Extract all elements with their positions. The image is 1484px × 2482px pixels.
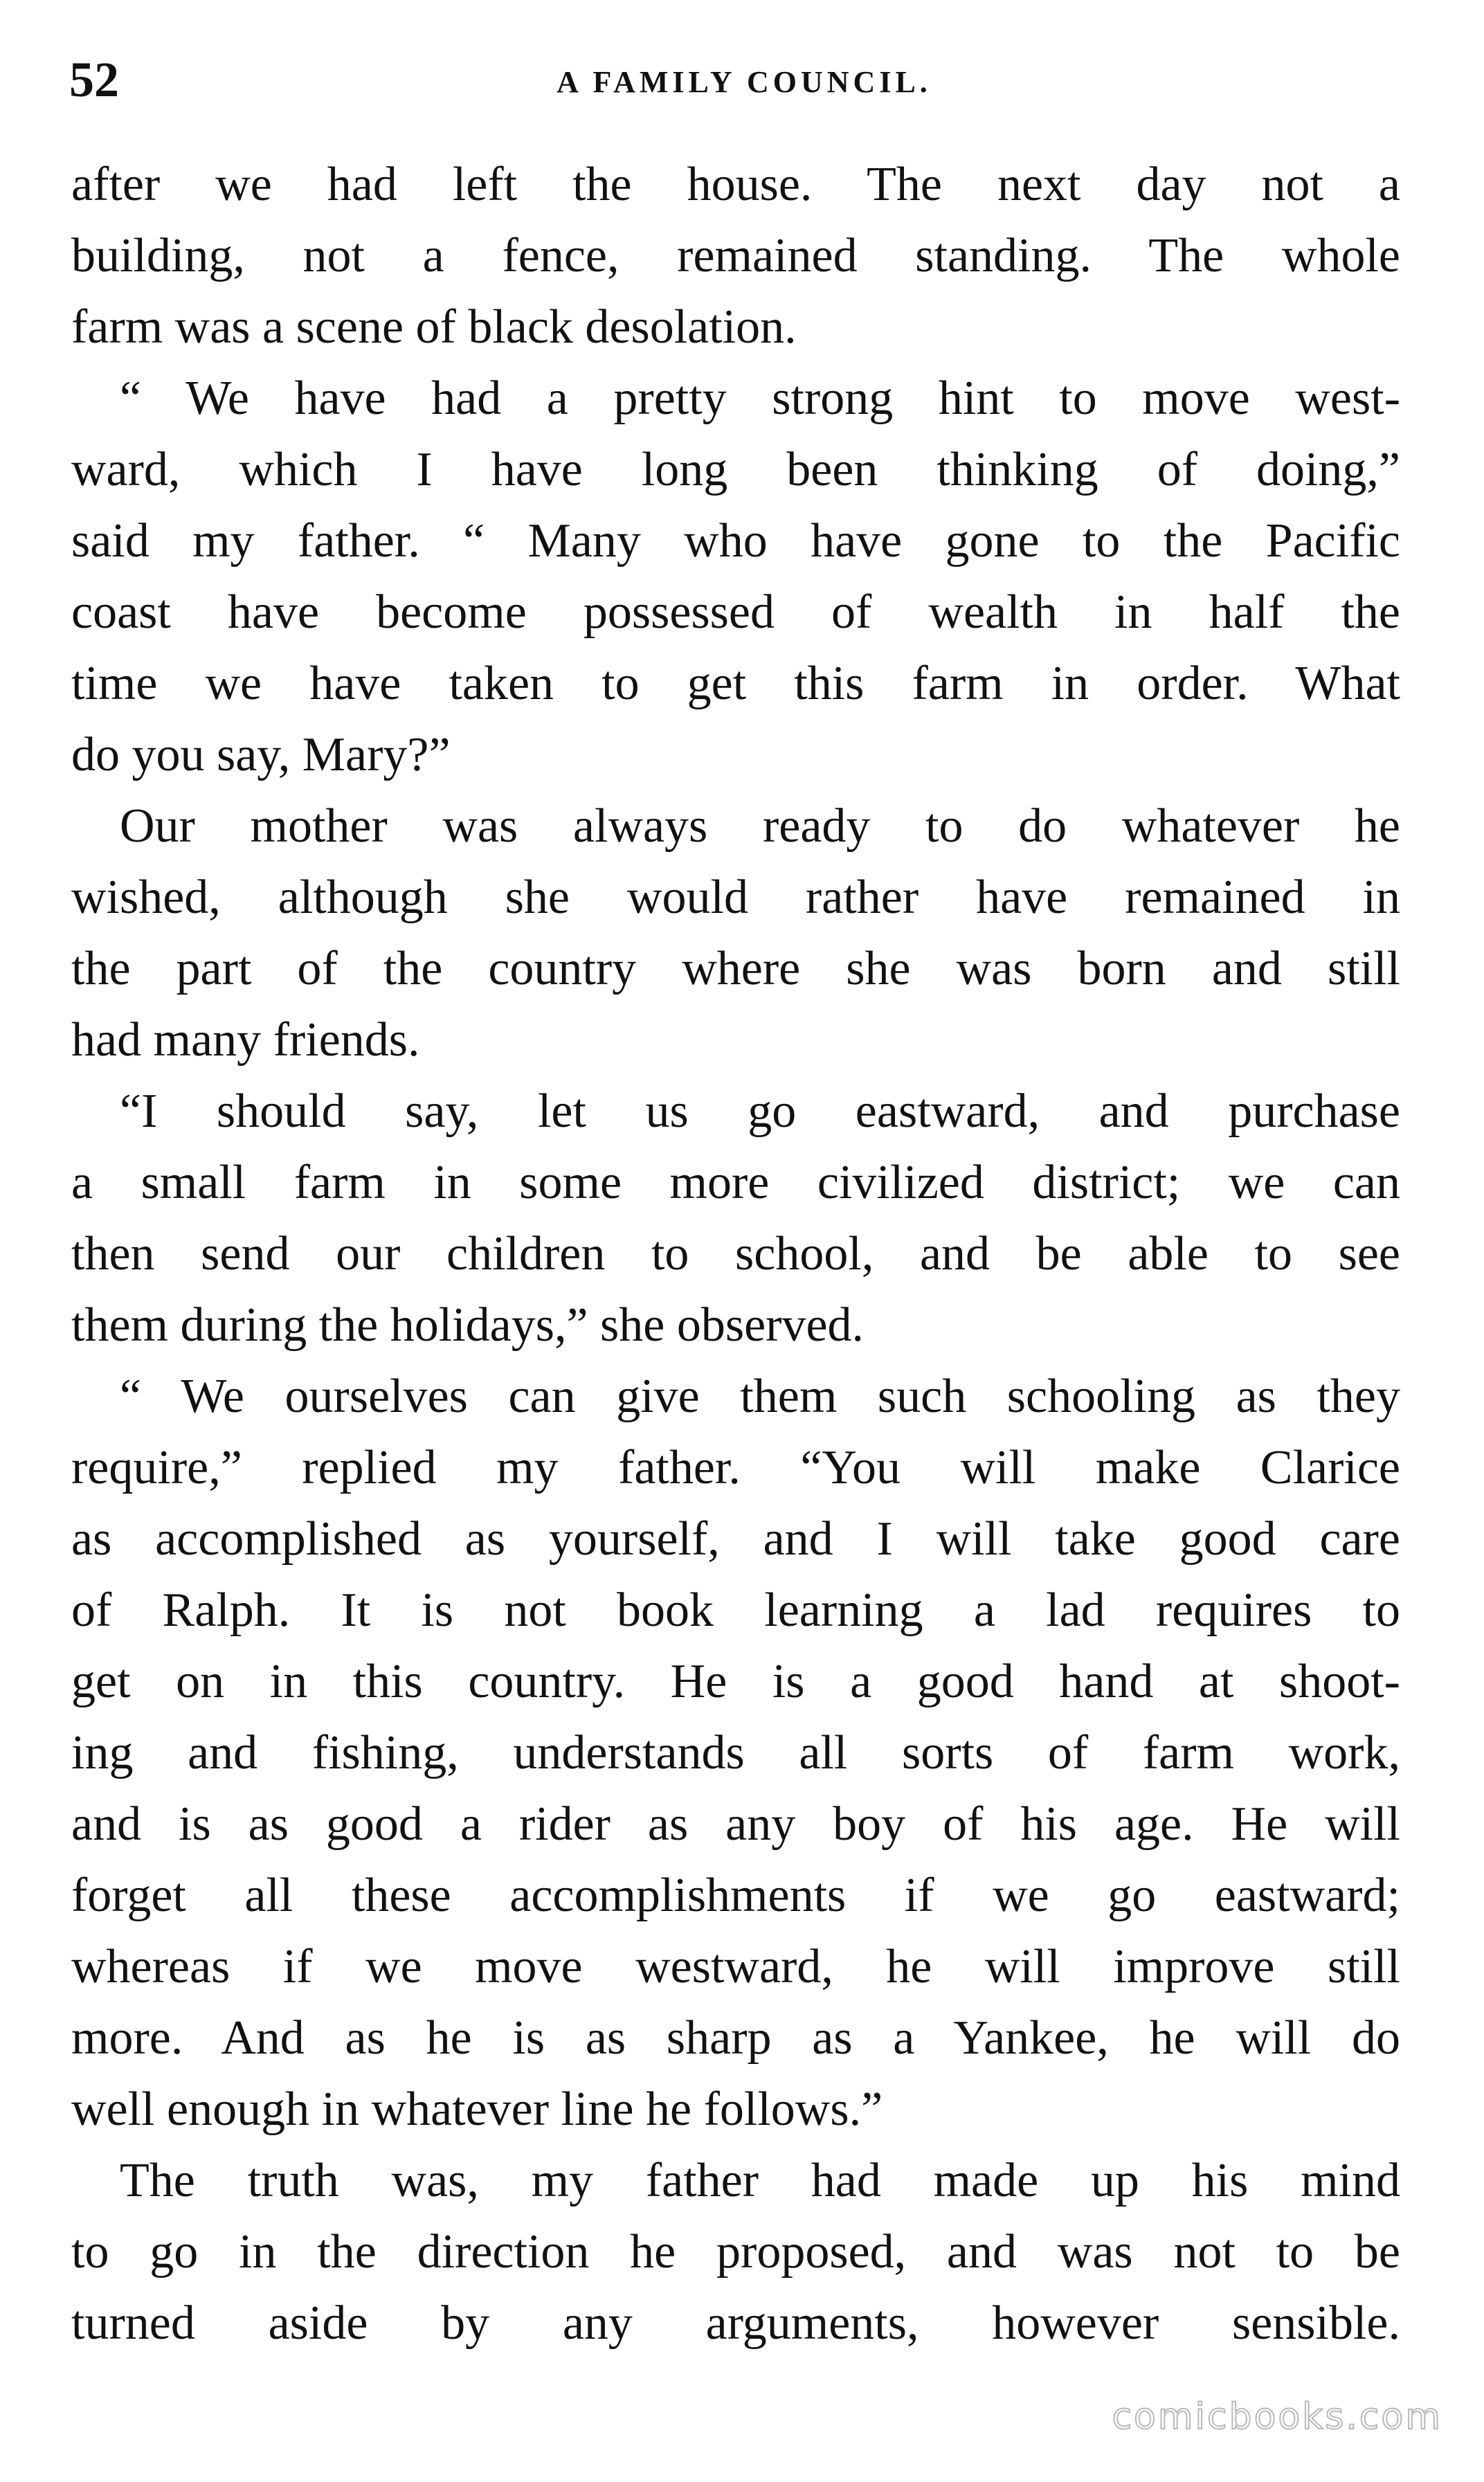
text-line: and is as good a rider as any boy of his age. He will xyxy=(71,1797,1400,1851)
text-line: well enough in whatever line he follows.” xyxy=(71,2083,883,2136)
page-number: 52 xyxy=(69,52,119,107)
text-line: “I should say, let us go eastward, and purchase xyxy=(120,1085,1400,1138)
text-line: “ We ourselves can give them such schooling as they xyxy=(120,1370,1400,1423)
text-line: them during the holidays,” she observed. xyxy=(71,1298,865,1352)
text-line: get on in this country. He is a good hand at shoot- xyxy=(71,1655,1400,1708)
text-line: require,” replied my father. “You will make Clarice xyxy=(71,1441,1400,1494)
text-line: ing and fishing, understands all sorts of farm work, xyxy=(71,1726,1400,1779)
text-line: had many friends. xyxy=(71,1013,420,1067)
text-line: whereas if we move westward, he will improve still xyxy=(71,1940,1400,1993)
text-line: said my father. “ Many who have gone to the Pacific xyxy=(71,514,1400,568)
text-line: a small farm in some more civilized district; we can xyxy=(71,1156,1400,1209)
text-line: wished, although she would rather have remained in xyxy=(71,871,1400,924)
text-line: “ We have had a pretty strong hint to move west- xyxy=(120,372,1400,425)
body-text xyxy=(71,149,1400,2359)
text-line: to go in the direction he proposed, and was not to be xyxy=(71,2225,1400,2279)
text-line: coast have become possessed of wealth in half the xyxy=(71,586,1400,639)
running-title: A FAMILY COUNCIL. xyxy=(556,65,932,99)
text-line: after we had left the house. The next day not a xyxy=(71,158,1400,211)
text-line: Our mother was always ready to do whatever he xyxy=(120,799,1400,853)
text-line: more. And as he is as sharp as a Yankee, he will do xyxy=(71,2011,1400,2065)
text-line: building, not a fence, remained standing. The whole xyxy=(71,229,1400,282)
text-line: turned aside by any arguments, however sensible. xyxy=(71,2297,1400,2350)
text-line: of Ralph. It is not book learning a lad requires to xyxy=(71,1584,1400,1637)
text-line: do you say, Mary?” xyxy=(71,728,451,781)
text-line: The truth was, my father had made up his mind xyxy=(120,2154,1400,2207)
text-line: time we have taken to get this farm in order. What xyxy=(71,657,1400,710)
text-line: the part of the country where she was born and still xyxy=(71,942,1400,995)
text-line: forget all these accomplishments if we go eastward; xyxy=(71,1869,1400,1922)
text-line: as accomplished as yourself, and I will take good care xyxy=(71,1512,1400,1566)
text-line: farm was a scene of black desolation. xyxy=(71,300,797,354)
watermark: comicbooks.com xyxy=(1112,2396,1442,2438)
text-line: then send our children to school, and be able to see xyxy=(71,1227,1400,1280)
text-line: ward, which I have long been thinking of doing,” xyxy=(71,443,1400,496)
running-head xyxy=(69,42,1419,118)
